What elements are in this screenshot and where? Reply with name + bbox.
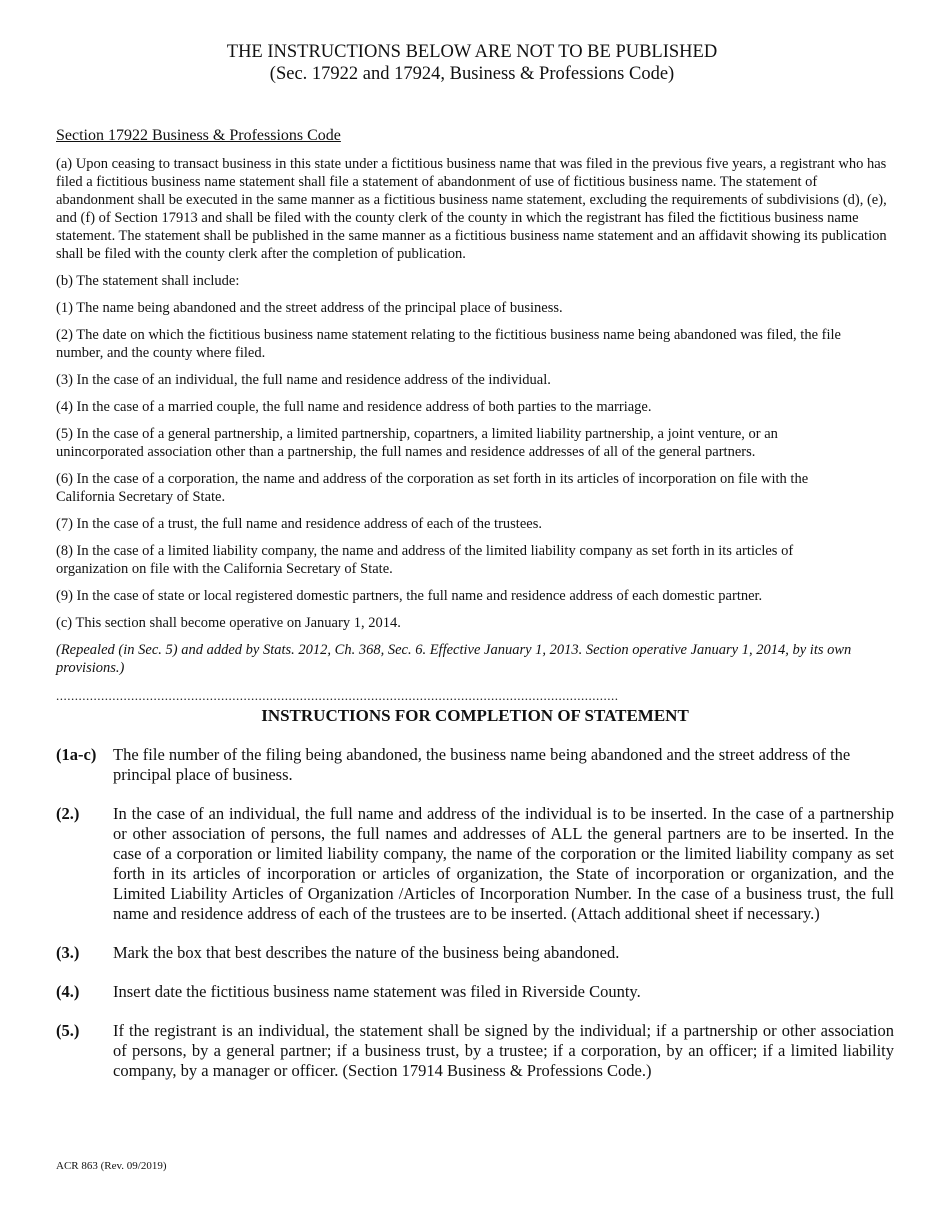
dotted-separator: ...................................................................................................................................................... — [56, 689, 619, 703]
item-text: The file number of the filing being abandoned, the business name being abandoned and the street address of the principal place of business. — [113, 745, 851, 784]
paragraph-c: (c) This section shall become operative on January 1, 2014. — [56, 615, 401, 631]
paragraph-b4: (4) In the case of a married couple, the full name and residence address of both parties to the marriage. — [56, 399, 652, 415]
section-title: Section 17922 Business & Professions Code — [56, 127, 341, 144]
paragraph-b6: (6) In the case of a corporation, the name and address of the corporation as set forth in its articles of incorporation on file with the California Secretary of State. — [56, 471, 809, 505]
item-text: In the case of an individual, the full name and address of the individual is to be inserted. In the case of a partnership or other association of persons, the full names and addresses of ALL the general partners are to be inserted. In the case of a corporation or limited liability company, the name of the corporation or the limited liability company as set forth in its articles of incorporation or articles of organization, the State of incorporation or organization, and the Limited Liability Articles of Organization /Articles of Incorporation Number. In the case of a business trust, the full name and residence address of each of the trustees are to be inserted. (Attach additional sheet if necessary.) — [113, 804, 894, 923]
header-line-2: (Sec. 17922 and 17924, Business & Professions Code) — [269, 64, 675, 84]
item-number: (1a-c) — [56, 745, 97, 764]
paragraph-b8: (8) In the case of a limited liability company, the name and address of the limited liability company as set forth in its articles of organization on file with the California Secretary of State. — [56, 543, 794, 577]
instruction-item — [56, 804, 894, 924]
paragraph-b5: (5) In the case of a general partnership, a limited partnership, copartners, a limited liability partnership, a joint venture, or an unincorporated association other than a partnership, the full names and residence addresses of all of the general partners. — [56, 426, 778, 460]
instructions-title: INSTRUCTIONS FOR COMPLETION OF STATEMENT — [261, 706, 689, 725]
instruction-item — [56, 745, 894, 785]
item-text: If the registrant is an individual, the statement shall be signed by the individual; if a partnership or other association of persons, by a general partner; if a business trust, by a trustee; if a corporation, by an officer; if a limited liability company, by a manager or officer. (Section 17914 Business & Professions Code.) — [113, 1021, 894, 1080]
paragraph-b1: (1) The name being abandoned and the street address of the principal place of business. — [56, 300, 563, 316]
item-number: (4.) — [56, 982, 80, 1001]
paragraph-a: (a) Upon ceasing to transact business in this state under a fictitious business name that was filed in the previous five years, a registrant who has filed a fictitious business name statement shall file a statement of abandonment of use of fictitious business name. The statement of abandonment shall be executed in the same manner as a fictitious business name statement, excluding the requirements of subdivisions (d), (e), and (f) of Section 17913 and shall be filed with the county clerk of the county in which the registrant has filed the fictitious business name statement. The statement shall be published in the same manner as a fictitious business name statement and an affidavit showing its publication shall be filed with the county clerk after the completion of publication. — [56, 156, 887, 262]
instructions-list — [56, 745, 894, 1100]
item-text: Mark the box that best describes the nature of the business being abandoned. — [113, 943, 620, 962]
paragraph-b2: (2) The date on which the fictitious business name statement relating to the fictitious business name being abandoned was filed, the file number, and the county where filed. — [56, 327, 841, 361]
history-note: (Repealed (in Sec. 5) and added by Stats. 2012, Ch. 368, Sec. 6. Effective January 1, 2013. Section operative January 1, 2014, by its own provisions.) — [56, 642, 852, 676]
paragraph-b3: (3) In the case of an individual, the full name and residence address of the individual. — [56, 372, 551, 388]
paragraph-b9: (9) In the case of state or local registered domestic partners, the full name and residence address of each domestic partner. — [56, 588, 763, 604]
header-line-1: THE INSTRUCTIONS BELOW ARE NOT TO BE PUBLISHED — [226, 42, 718, 62]
item-number: (2.) — [56, 804, 80, 823]
instruction-item — [56, 943, 894, 963]
form-id: ACR 863 (Rev. 09/2019) — [56, 1160, 167, 1172]
instruction-item — [56, 1021, 894, 1081]
statute-text — [56, 155, 898, 686]
paragraph-b7: (7) In the case of a trust, the full name and residence address of each of the trustees. — [56, 516, 542, 532]
item-number: (3.) — [56, 943, 80, 962]
paragraph-b: (b) The statement shall include: — [56, 273, 240, 289]
item-number: (5.) — [56, 1021, 80, 1040]
instruction-item — [56, 982, 894, 1002]
item-text: Insert date the fictitious business name statement was filed in Riverside County. — [113, 982, 641, 1001]
